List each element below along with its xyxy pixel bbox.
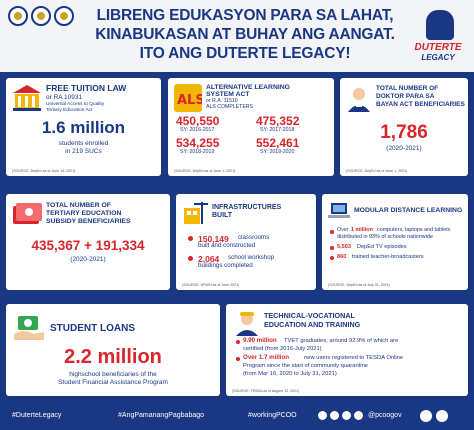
doktor-title3: BAYAN ACT BENEFICIARIES xyxy=(376,101,465,108)
government-seal-icon xyxy=(8,6,28,26)
infra-item2-text1: school workshop xyxy=(228,254,275,261)
pcoo-logo-icon xyxy=(420,410,432,422)
modular-item1-text2: distributed in 93% of schools nationwide xyxy=(337,234,433,240)
hashtag-working-pcoo[interactable]: #workingPCOO xyxy=(248,412,297,419)
doktor-source: (SOURCE: DepEd as of June 1, 2021) xyxy=(346,169,408,173)
infra-item2-text2: buildings completed xyxy=(198,262,253,269)
infra-item2-value: 2,064 xyxy=(198,254,220,264)
tesda-source: (SOURCE: TESDA as of August 13, 2021) xyxy=(232,389,300,393)
free-tuition-caption1: students enrolled xyxy=(58,140,109,147)
bullet-icon xyxy=(330,256,334,260)
money-stack-icon xyxy=(12,202,42,228)
tesda-item2-text1: new users registered to TESDA Online xyxy=(304,355,404,361)
subsidy-title2: TERTIARY EDUCATION xyxy=(46,210,122,217)
loans-caption1: highschool beneficiaries of the xyxy=(69,371,157,378)
free-tuition-card xyxy=(6,78,161,176)
doktor-card xyxy=(340,78,468,176)
free-tuition-caption2: in 219 SUCs xyxy=(65,148,102,155)
instagram-icon[interactable] xyxy=(342,411,351,420)
duterte-legacy-logo xyxy=(408,10,468,66)
als-stat-value: 552,461 xyxy=(256,136,300,150)
brand-line2: LEGACY xyxy=(421,53,455,62)
infra-source: (SOURCE: DPWH as of June 2021) xyxy=(182,283,240,287)
subsidy-title1: TOTAL NUMBER OF xyxy=(46,202,111,209)
tesda-item2-text2: Program since the start of community quarantine xyxy=(243,363,369,369)
bullet-icon xyxy=(236,340,240,344)
tesda-title1: TECHNICAL-VOCATIONAL xyxy=(264,311,355,320)
als-card xyxy=(168,78,334,176)
loan-hand-icon xyxy=(14,314,44,340)
bullet-icon xyxy=(188,236,193,241)
construction-icon xyxy=(182,202,208,226)
portrait-icon xyxy=(426,10,454,40)
modular-item1-value: 1 million xyxy=(351,227,373,233)
facebook-icon[interactable] xyxy=(318,411,327,420)
tesda-item1-text1: TVET graduates, around 92.9% of which are xyxy=(284,338,399,344)
headline-line2: KINABUKASAN AT BUHAY ANG AANGAT. xyxy=(95,26,395,43)
infra-item1-text2: built and constructed xyxy=(198,242,256,249)
doktor-title1: TOTAL NUMBER OF xyxy=(376,85,439,92)
brand-line1: DUTERTE xyxy=(414,42,462,53)
doktor-title2: DOKTOR PARA SA xyxy=(376,93,435,100)
headline-line3: ITO ANG DUTERTE LEGACY! xyxy=(139,45,351,62)
infra-item1-value: 150,149 xyxy=(198,234,229,244)
als-stat-value: 534,255 xyxy=(176,136,220,150)
doctor-icon xyxy=(346,86,372,112)
modular-item3-text: trained teacher-broadcasters xyxy=(352,254,424,260)
footer-bar xyxy=(0,404,474,430)
als-stat-value: 475,352 xyxy=(256,114,300,128)
tesda-item1-text2: certified (from 2016-July 2021) xyxy=(243,346,322,352)
modular-item1-pre: Over xyxy=(337,227,349,233)
tesda-card xyxy=(226,304,468,396)
als-title2: SYSTEM ACT xyxy=(206,91,250,98)
deped-seal-icon xyxy=(31,6,51,26)
modular-item1-text1: computers, laptops and tablets xyxy=(377,227,451,233)
free-tuition-desc2: Tertiary Education Act xyxy=(46,108,93,113)
modular-item3-value: 860 xyxy=(337,254,347,260)
doktor-value: 1,786 xyxy=(380,122,428,143)
doktor-period: (2020-2021) xyxy=(386,145,422,152)
als-title1: ALTERNATIVE LEARNING xyxy=(206,84,290,91)
infra-item1-text1: classrooms xyxy=(238,234,270,241)
tesda-title2: EDUCATION AND TRAINING xyxy=(264,320,361,329)
university-building-icon xyxy=(12,84,42,112)
free-tuition-title: FREE TUITION LAW xyxy=(46,83,127,93)
header-band xyxy=(0,0,474,72)
youtube-icon[interactable] xyxy=(354,411,363,420)
als-stat-label: SY: 2018-2019 xyxy=(180,149,215,155)
headline-line1: LIBRENG EDUKASYON PARA SA LAHAT, xyxy=(96,7,394,24)
bullet-icon xyxy=(330,246,334,250)
technician-icon xyxy=(234,310,260,336)
svg-text:ALS: ALS xyxy=(177,93,202,108)
subsidy-period: (2020-2021) xyxy=(70,256,106,263)
tesda-item2-text3: (from Mar 16, 2020 to July 31, 2021) xyxy=(243,371,337,377)
social-handle[interactable]: @pcoogov xyxy=(368,412,402,419)
bullet-icon xyxy=(188,256,193,261)
als-stat-value: 450,550 xyxy=(176,114,220,128)
agency-logo-icon xyxy=(436,410,448,422)
free-tuition-source: (SOURCE: DepEd as of June 14, 2021) xyxy=(12,169,76,173)
subsidy-card xyxy=(6,194,170,290)
bullet-icon xyxy=(330,230,334,234)
infrastructures-card xyxy=(176,194,316,290)
tesda-item2-value: Over 1.7 million xyxy=(243,354,290,361)
free-tuition-subtitle: or RA 10931 xyxy=(46,94,83,101)
bullet-icon xyxy=(236,357,240,361)
modular-title: MODULAR DISTANCE LEARNING xyxy=(354,207,463,214)
modular-item2-text: DepEd TV episodes xyxy=(357,244,407,250)
modular-learning-card xyxy=(322,194,468,290)
agency-seal-icon xyxy=(54,6,74,26)
infra-title2: BUILT xyxy=(212,212,233,219)
free-tuition-desc1: Universal Access to Quality xyxy=(46,102,105,107)
hashtag-pamana[interactable]: #AngPamanangPagbabago xyxy=(118,412,205,419)
als-subtitle2: ALS COMPLETERS xyxy=(206,104,253,110)
als-logo-icon xyxy=(174,84,202,112)
headline xyxy=(80,6,410,63)
als-stat-label: SY: 2017-2018 xyxy=(260,127,295,133)
hashtag-duterte-legacy[interactable]: #DuterteLegacy xyxy=(12,412,62,419)
laptop-icon xyxy=(328,202,350,220)
als-source: (SOURCE: DepEd as of June 1, 2021) xyxy=(174,169,236,173)
student-loans-card xyxy=(6,304,220,396)
modular-item2-value: 5,503 xyxy=(337,244,351,250)
tesda-item1-value: 9.90 million xyxy=(243,337,277,344)
als-subtitle1: or R.A. 11510 xyxy=(206,98,238,104)
subsidy-title3: SUBSIDY BENEFICIARIES xyxy=(46,218,131,225)
als-stat-label: SY: 2016-2017 xyxy=(180,127,215,133)
als-stat-label: SY: 2019-2020 xyxy=(260,149,295,155)
loans-caption2: Student Financial Assistance Program xyxy=(58,379,168,386)
subsidy-value: 435,367 + 191,334 xyxy=(31,238,145,253)
modular-source: (SOURCE: DepEd as of July 31, 2021) xyxy=(328,283,390,287)
free-tuition-value: 1.6 million xyxy=(41,118,126,137)
loans-value: 2.2 million xyxy=(64,346,162,368)
loans-title: STUDENT LOANS xyxy=(50,323,135,334)
twitter-icon[interactable] xyxy=(330,411,339,420)
infra-title1: INFRASTRUCTURES xyxy=(212,204,282,211)
